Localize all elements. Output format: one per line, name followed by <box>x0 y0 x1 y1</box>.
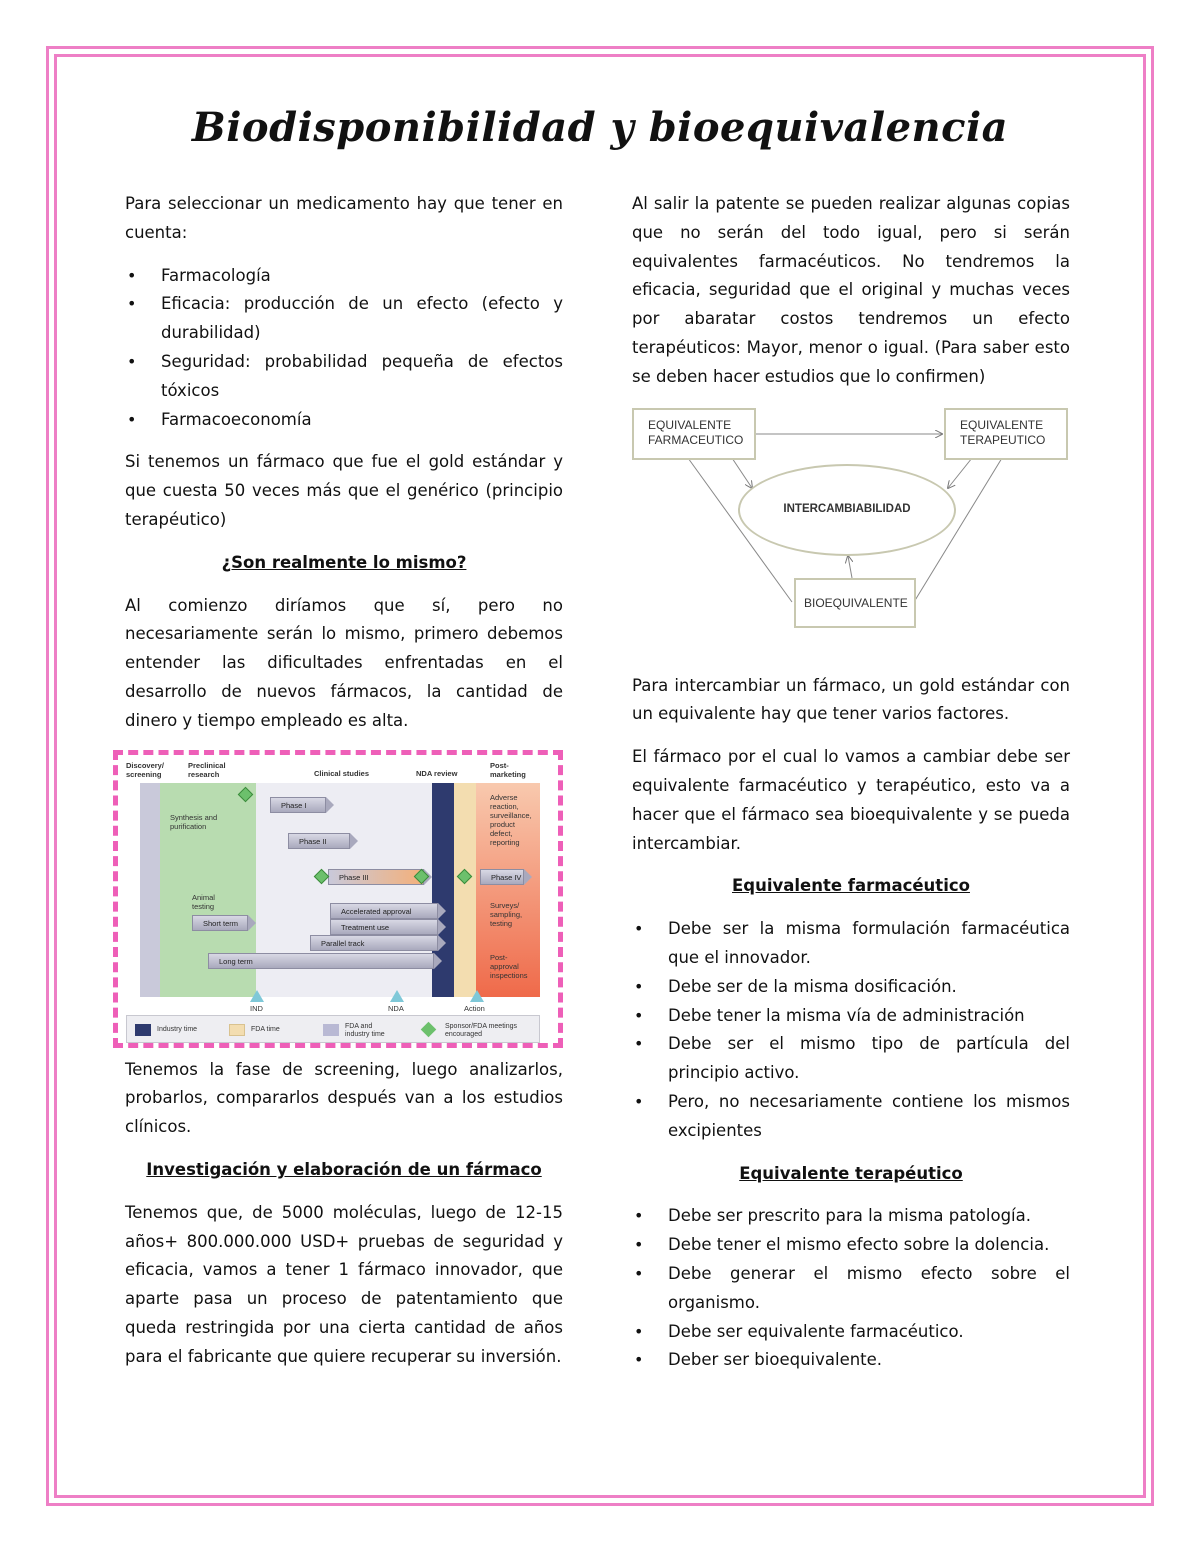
list-item: • Farmacoeconomía <box>125 406 563 435</box>
nda-triangle <box>390 990 404 1002</box>
list-item: • Eficacia: producción de un efecto (efecto y durabilidad) <box>125 290 563 348</box>
intercambiabilidad-diagram <box>632 406 1072 636</box>
arrow-bio-to-center <box>848 556 852 578</box>
header-nda: NDA review <box>416 768 458 778</box>
research-paragraph: Tenemos que, de 5000 moléculas, luego de 12-15 años+ 800.000.000 USD+ pruebas de seguridad y eficacia, vamos a tener 1 fármaco innovador, que aparte pasa un proceso de patentamiento que queda restringida por una cierta cantidad de años para el fabricante que quiere recuperar su inversión. <box>125 1202 563 1366</box>
chart-legend <box>126 1015 540 1043</box>
header-preclinical: Preclinical research <box>188 760 226 779</box>
page-title: Biodisponibilidad y bioequivalencia <box>191 104 1009 151</box>
replace-paragraph: El fármaco por el cual lo vamos a cambiar debe ser equivalente farmacéutico y terapéutico, esto va a hacer que el fármaco sea bioequivalente y se pueda intercambiar. <box>632 747 1070 853</box>
list-item: • Debe tener el mismo efecto sobre la dolencia. <box>632 1231 1070 1260</box>
same-paragraph: Al comienzo diríamos que sí, pero no necesariamente serán lo mismo, primero debemos entender las dificultades enfrentadas en el desarrollo de nuevos fármacos, la cantidad de dinero y tiempo empleado es alta. <box>125 595 563 730</box>
box-equivalente-farmaceutico: EQUIVALENTE FARMACEUTICO <box>632 408 756 460</box>
intro-paragraph: Para seleccionar un medicamento hay que tener en cuenta: <box>125 194 563 242</box>
adverse-label: Adverse reaction, surveillance, product defect, reporting <box>490 792 532 847</box>
box-bioequivalente: BIOEQUIVALENTE <box>794 578 916 628</box>
phase2-bar: Phase II <box>288 833 350 849</box>
legend-sponsor: Sponsor/FDA meetings encouraged <box>445 1022 517 1038</box>
header-clinical: Clinical studies <box>314 768 370 778</box>
drug-development-figure <box>113 750 563 1048</box>
fda-band <box>454 783 476 997</box>
accelerated-bar: Accelerated approval <box>330 903 438 919</box>
list-item: • Debe ser prescrito para la misma patología. <box>632 1202 1070 1231</box>
legend-swatch-sponsor <box>421 1021 437 1037</box>
arrow-farm-to-center <box>732 458 752 488</box>
ellipse-intercambiabilidad: INTERCAMBIABILIDAD <box>738 464 956 556</box>
header-discovery: Discovery/ screening <box>126 760 164 779</box>
screening-paragraph: Tenemos la fase de screening, luego analizarlos, probarlos, compararlos después van a los estudios clínicos. <box>125 1059 563 1137</box>
long-term-bar: Long term <box>208 953 434 969</box>
header-post: Post- marketing <box>490 760 526 779</box>
arrow-terap-to-center <box>948 458 972 488</box>
legend-fda-industry: FDA and industry time <box>345 1022 385 1038</box>
short-term-bar: Short term <box>192 915 248 931</box>
discovery-band <box>140 783 160 997</box>
treatment-use-bar: Treatment use <box>330 919 438 935</box>
nda-label: NDA <box>388 1003 404 1013</box>
gold-standard-paragraph: Si tenemos un fármaco que fue el gold estándar y que cuesta 50 veces más que el genérico (principio terapéutico) <box>125 452 563 529</box>
heading-equivalente-terapeutico: Equivalente terapéutico <box>739 1163 963 1183</box>
phase3-bar: Phase III <box>328 869 424 885</box>
ind-triangle <box>250 990 264 1002</box>
box-equivalente-terapeutico: EQUIVALENTE TERAPEUTICO <box>944 408 1068 460</box>
phase4-bar: Phase IV <box>480 869 524 885</box>
exchange-paragraph: Para intercambiar un fármaco, un gold estándar con un equivalente hay que tener varios factores. <box>632 675 1070 724</box>
list-item: • Debe tener la misma vía de administración <box>632 1002 1070 1031</box>
list-item: • Debe ser de la misma dosificación. <box>632 973 1070 1002</box>
parallel-track-bar: Parallel track <box>310 935 438 951</box>
action-label: Action <box>464 1003 485 1013</box>
farm-list <box>632 915 1070 1145</box>
post-approval-label: Post- approval inspections <box>490 952 528 980</box>
list-item: • Pero, no necesariamente contiene los mismos excipientes <box>632 1088 1070 1146</box>
legend-swatch-fda-industry <box>323 1024 339 1036</box>
heading-equivalente-farmaceutico: Equivalente farmacéutico <box>732 876 970 896</box>
drug-development-chart <box>126 761 550 1041</box>
phase1-bar: Phase I <box>270 797 326 813</box>
list-item: • Debe ser la misma formulación farmacéutica que el innovador. <box>632 915 1070 973</box>
right-column <box>632 190 1070 1389</box>
terap-list <box>632 1202 1070 1375</box>
ind-label: IND <box>250 1003 263 1013</box>
synthesis-label: Synthesis and purification <box>170 812 218 831</box>
criteria-list <box>125 262 563 435</box>
list-item: • Debe generar el mismo efecto sobre el organismo. <box>632 1260 1070 1318</box>
legend-industry: Industry time <box>157 1025 198 1033</box>
legend-fda: FDA time <box>251 1025 280 1033</box>
heading-research: Investigación y elaboración de un fármaco <box>146 1159 542 1179</box>
left-column <box>125 190 563 1386</box>
list-item: • Deber ser bioequivalente. <box>632 1346 1070 1375</box>
legend-swatch-fda <box>229 1024 245 1036</box>
action-triangle <box>470 990 484 1002</box>
surveys-label: Surveys/ sampling, testing <box>490 900 523 928</box>
list-item: • Seguridad: probabilidad pequeña de efectos tóxicos <box>125 348 563 406</box>
list-item: • Debe ser equivalente farmacéutico. <box>632 1318 1070 1347</box>
heading-same: ¿Son realmente lo mismo? <box>221 552 467 572</box>
list-item: • Farmacología <box>125 262 563 291</box>
patent-paragraph: Al salir la patente se pueden realizar algunas copias que no serán del todo igual, pero si serán equivalentes farmacéuticos. No tendremos la eficacia, seguridad que el original y muchas veces por abaratar costos tendremos un efecto terapéuticos: Mayor, menor o igual. (Para saber esto se deben hacer estudios que lo confirmen) <box>632 194 1070 386</box>
animal-label: Animal testing <box>192 892 215 911</box>
list-item: • Debe ser el mismo tipo de partícula del principio activo. <box>632 1030 1070 1088</box>
legend-swatch-industry <box>135 1024 151 1036</box>
